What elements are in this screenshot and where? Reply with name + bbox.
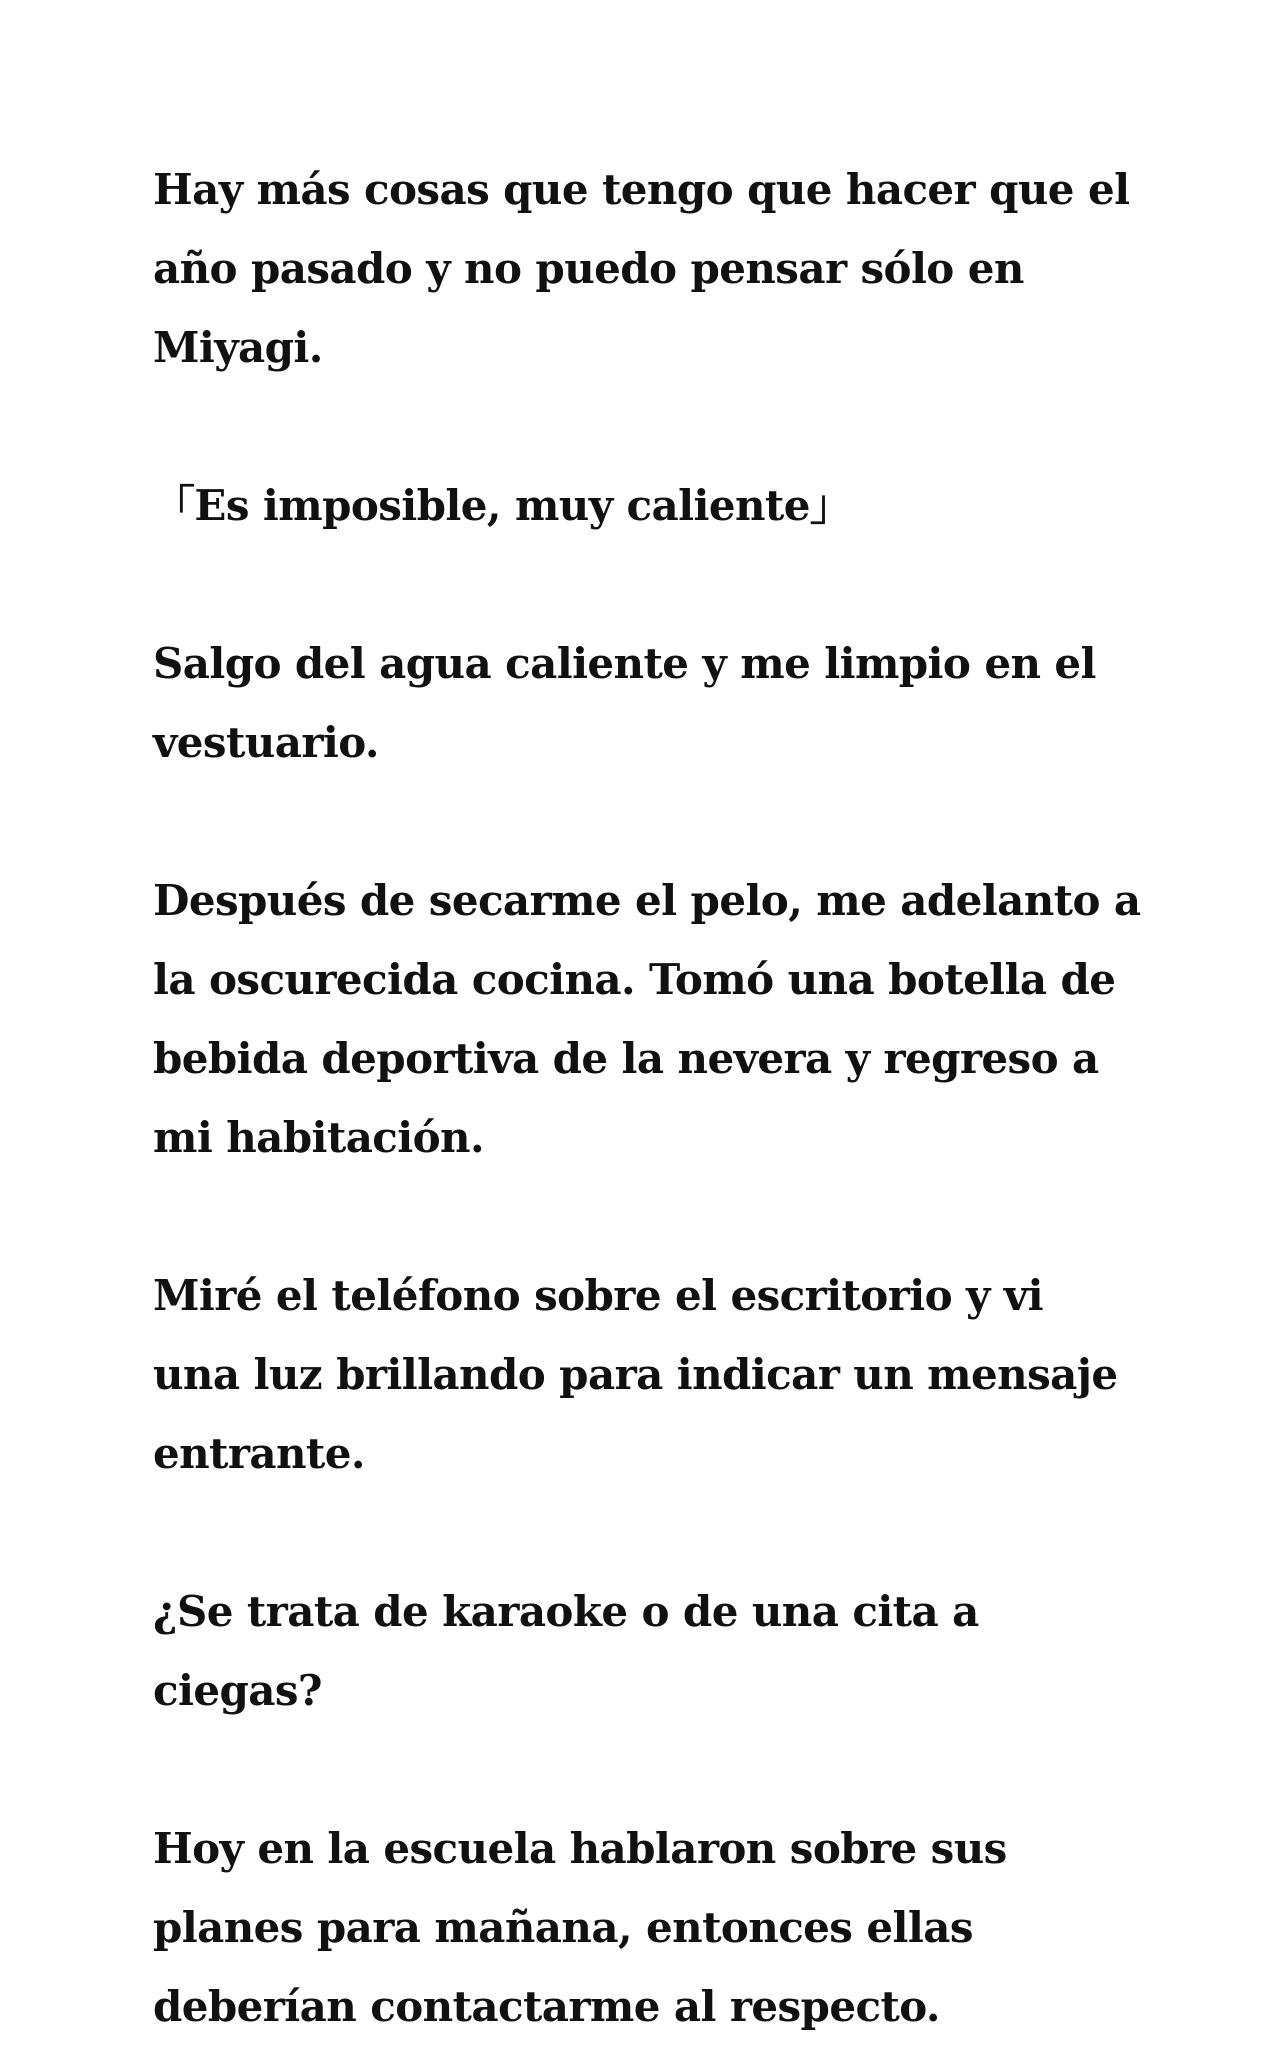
paragraph: 「Es imposible, muy caliente」 bbox=[153, 481, 852, 530]
paragraph: Salgo del agua caliente y me limpio en el vestuario. bbox=[153, 639, 1096, 767]
paragraph: Miré el teléfono sobre el escritorio y vi una luz brillando para indicar un mensaje entrante. bbox=[153, 1271, 1118, 1478]
paragraph: ¿Se trata de karaoke o de una cita a ciegas? bbox=[153, 1587, 979, 1715]
paragraph: Después de secarme el pelo, me adelanto a la oscurecida cocina. Tomó una botella de bebida deportiva de la nevera y regreso a mi habitación. bbox=[153, 876, 1141, 1162]
text-body bbox=[153, 150, 1143, 2046]
paragraph: Hay más cosas que tengo que hacer que el año pasado y no puedo pensar sólo en Miyagi. bbox=[153, 165, 1130, 372]
paragraph: Hoy en la escuela hablaron sobre sus planes para mañana, entonces ellas deberían contactarme al respecto. bbox=[153, 1824, 1007, 2031]
